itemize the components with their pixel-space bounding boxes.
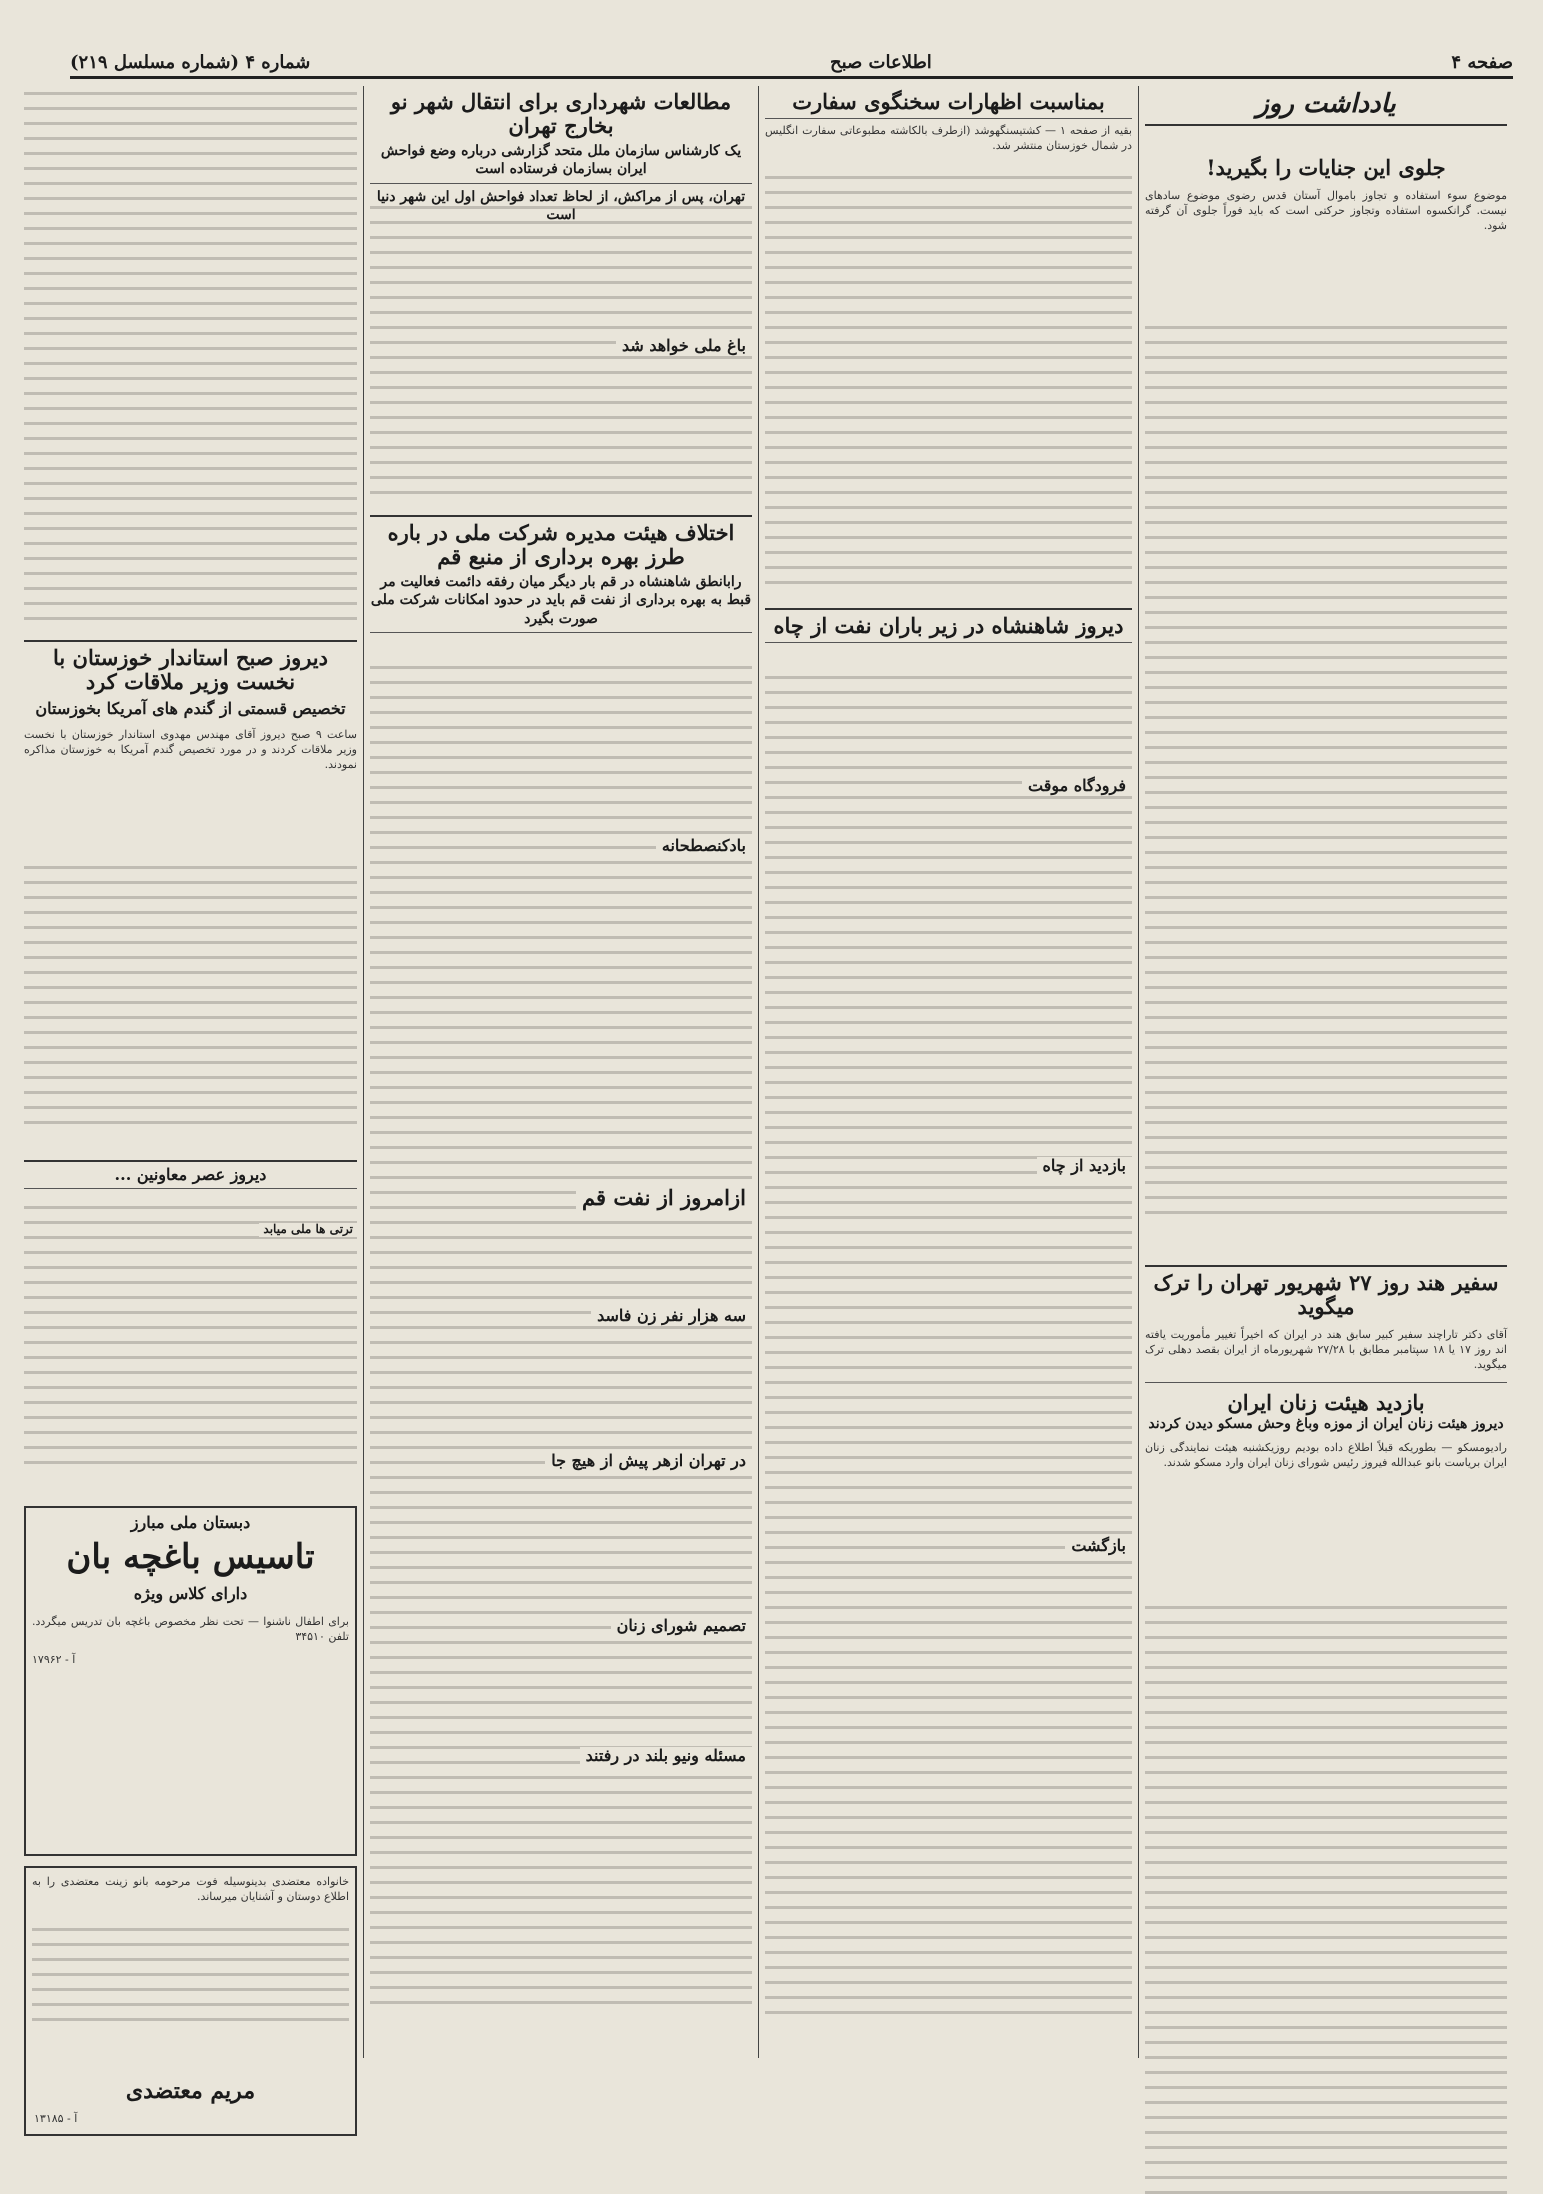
story2-headline: سفیر هند روز ۲۷ شهریور تهران را ترک میگوید [1153,1270,1499,1320]
page-header [70,48,1513,79]
story2-text-lines [370,666,752,2136]
notice-box [24,1866,357,2136]
body-text-lines [1145,326,1507,1246]
ad-text: برای اطفال ناشنوا — تحت نظر مخصوص باغچه بان تدریس میگردد. تلفن ۳۴۵۱۰ [32,1614,349,1643]
story6-headline: سه هزار نفر زن فاسد [591,1307,752,1325]
body-text-lines [765,176,1132,596]
headline: جلوی این جنایات را بگیرید! [1206,154,1446,180]
notice-text-lines [32,1928,349,2048]
body-text-lines [370,206,752,506]
story1-text-lines [24,866,357,1156]
story1-text: ساعت ۹ صبح دیروز آقای مهندس مهدوی استاندار خوزستان با نخست وزیر ملاقات کردند و در مورد تخصیص گندم آمریکا به خوزستان مذاکره نمودند. [24,727,357,771]
column-title: یادداشت روز [1256,89,1396,119]
story2-headline: اختلاف هیئت مدیره شرکت ملی در باره طرز بهره برداری از منبع قم [387,520,735,570]
column-sefarat [758,86,1138,2058]
column-shahrdari [363,86,758,2058]
section-title: تهران، پس از مراکش، از لحاظ تعداد فواحش اول این شهر دنیا است [376,188,746,223]
story3-sub: دیروز هیئت زنان ایران از موزه وباغ وحش مسکو دیدن کردند [1148,1416,1504,1433]
notice-text: خانواده معتضدی بدینوسیله فوت مرحومه بانو زینت معتضدی را به اطلاع دوستان و آشنایان میرساند. [32,1875,349,1903]
story7-headline: در تهران ازهر پیش از هیچ جا [545,1452,752,1470]
story2-headline: دیروز عصر معاونین ... [114,1165,267,1184]
story8-headline: بادکنصطحانه [656,837,752,855]
headline: بمناسبت اظهارات سخنگوی سفارت [792,89,1105,114]
story5-headline: تصمیم شورای زنان [611,1617,752,1635]
column-khuzestan [18,86,363,2125]
story2-sub: رابانطق شاهنشاه در قم بار دیگر میان رفقه دائمت فعالیت مر قبط به بهره برداری از نفت قم باید در حدود امکانات شرکت ملی صورت بگیرد [370,574,752,627]
subhead-return: بازگشت [1065,1537,1132,1555]
notice-name: مریم معتضدی [125,2078,256,2104]
story2-text-lines [24,1206,357,1496]
ad-school-name: دبستان ملی مبارز [130,1513,251,1532]
story3-text-lines [1145,1606,1507,2146]
story2-text: آقای دکتر تاراچند سفیر کبیر سابق هند در ایران که اخیراً تغییر مأموریت یافته اند روز ۱۷ یا ۱۸ سپتامبر مطابق با ۲۷/۲۸ شهریورماه از ایران بقصد دهلی ترک میگوید. [1145,1328,1507,1372]
notice-ref: آ - ۱۳۱۸۵ [34,2112,78,2125]
headline: مطالعات شهرداری برای انتقال شهر نو بخارج تهران [390,89,732,139]
page-label: صفحه ۴ [1451,51,1513,73]
subhead-airport: فرودگاه موقت [1022,777,1132,795]
story3-headline: بازدید هیئت زنان ایران [1227,1390,1425,1416]
lead-text: موضوع سوء استفاده و تجاوز باموال آستان قدس رضوی موضوع سادهای نیست. گرانکسوه استفاده وتجاوز حرکتی است که باید فوراً جلوی آن گرفته شود. [1145,189,1507,233]
ad-sub: دارای کلاس ویژه [133,1584,248,1604]
subhead: یک کارشناس سازمان ملل متحد گزارشی درباره وضع فواحش ایران بسازمان فرستاده است [380,143,742,178]
ad-headline: تاسیس باغچه بان [66,1537,315,1578]
story2-text-lines [765,676,1132,2136]
story3-headline: ازامروز از نفت قم [576,1186,752,1210]
paper-name: اطلاعات صبح [829,51,932,73]
story3-text: رادیومسکو — بطوریکه قبلاً اطلاع داده بودیم روزیکشنبه هیئت نمایندگی زنان ایران بریاست بانو عبدالله فیروز رئیس شورای زنان ایران وارد مسکو شدند. [1145,1440,1507,1469]
issue-label: شماره ۴ (شماره مسلسل ۲۱۹) [70,51,311,73]
story2-headline: دیروز شاهنشاه در زیر باران نفت از چاه [773,613,1124,638]
subhead-well: بازدید از چاه [1037,1157,1133,1175]
story4-headline: مسئله ونیو بلند در رفتند [580,1747,752,1765]
school-advertisement [24,1506,357,1856]
column-yaddasht [1138,86,1513,2058]
lead-text: بقیه از صفحه ۱ — کشتیسنگهوشد (ازطرف بالکاشته مطبوعاتی سفارت انگلیس در شمال خوزستان منتشر شد. [765,124,1132,153]
subhead-garden: باغ ملی خواهد شد [616,337,752,355]
story3-headline: ترتی ها ملی میابد [259,1223,357,1237]
top-text-lines [24,92,357,632]
story1-headline: دیروز صبح استاندار خوزستان با نخست وزیر ملاقات کرد [52,645,328,695]
ad-note: آ - ۱۷۹۶۲ [32,1652,76,1666]
story1-sub: تخصیص قسمتی از گندم های آمریکا بخوزستان [35,699,346,719]
